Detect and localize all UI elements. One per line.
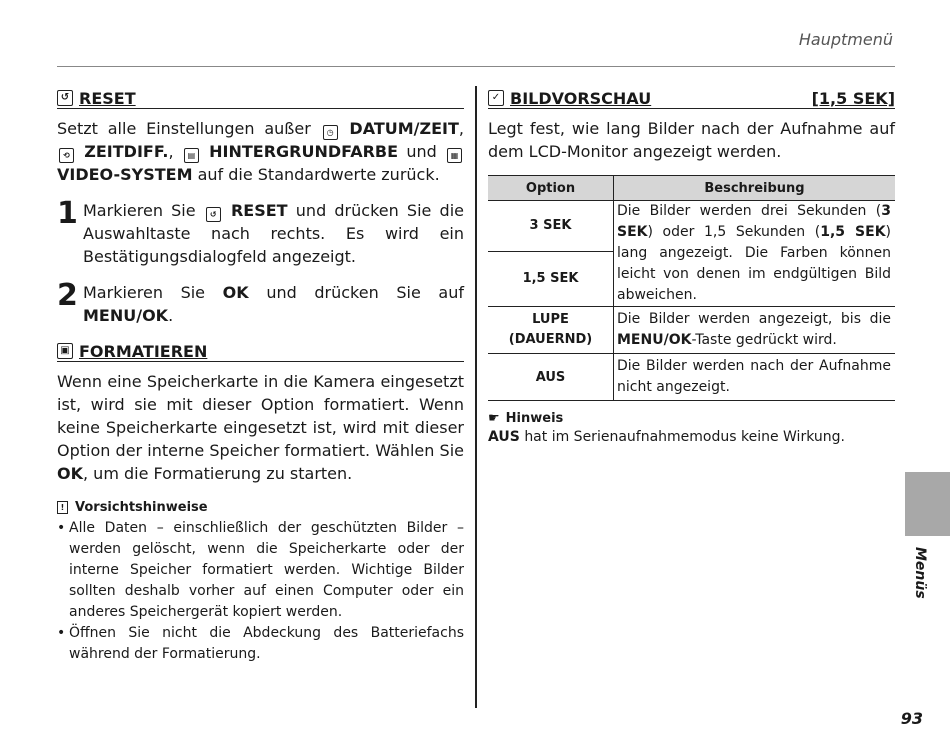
pointing-hand-icon: ☛ xyxy=(488,411,500,426)
menu-ok-label: MENU/OK xyxy=(83,306,169,325)
column-header-option: Option xyxy=(488,176,614,201)
option-cell: LUPE (DAUERND) xyxy=(488,307,614,354)
preview-heading xyxy=(488,88,895,109)
column-header-description: Beschreibung xyxy=(614,176,896,201)
text: Wenn eine Speicherkarte in die Kamera eingesetzt ist, wird sie mit dieser Option formatiert. Wenn keine Speicherkarte eingesetzt ist, wird mit dieser Option der interne Speicher formatiert. Wählen Sie xyxy=(57,372,464,460)
text: und xyxy=(406,142,437,161)
reset-icon: ↺ xyxy=(206,207,221,222)
time-difference-icon: ⟲ xyxy=(59,148,74,163)
reset-heading xyxy=(57,88,464,109)
zeitdiff-label: ZEITDIFF. xyxy=(84,142,169,161)
step-number: 2 xyxy=(57,278,78,313)
option-cell: 1,5 SEK xyxy=(488,251,614,306)
running-header: Hauptmenü xyxy=(798,30,893,49)
caution-list xyxy=(57,518,464,665)
table-header-row xyxy=(488,176,895,201)
hint-title: Hinweis xyxy=(505,411,564,426)
left-column xyxy=(57,88,464,665)
list-item: • Öffnen Sie nicht die Abdeckung des Batteriefachs während der Formatierung. xyxy=(57,623,464,665)
table-row xyxy=(488,307,895,354)
options-table xyxy=(488,175,895,401)
caution-title: Vorsichtshinweise xyxy=(75,500,208,515)
text: auf die Standardwerte zurück. xyxy=(197,165,440,184)
right-column xyxy=(488,88,895,448)
description-cell: Die Bilder werden nach der Aufnahme nicht angezeigt. xyxy=(614,354,896,401)
step-text xyxy=(83,281,464,327)
text: und drücken Sie die Auswahltaste nach rechts. Es wird ein Bestätigungsdialogfeld angezeigt. xyxy=(83,201,465,266)
hint-text xyxy=(488,427,895,448)
menu-ok-label: MENU/OK xyxy=(617,332,692,348)
video-system-icon: ▦ xyxy=(447,148,462,163)
list-item: • Alle Daten – einschließlich der geschützten Bilder – werden gelöscht, wenn die Speicherkarte oder der interne Speicher formatiert werden. Wichtige Bilder sollten deshalb vorher auf einen Computer oder ein anderes Speichergerät kopiert werden. xyxy=(57,518,464,623)
preview-title: BILDVORSCHAU xyxy=(510,88,652,108)
text: Die Bilder werden drei Sekunden ( xyxy=(617,203,882,219)
reset-icon: ↺ xyxy=(57,90,73,106)
page-number: 93 xyxy=(900,709,923,728)
hint-heading xyxy=(488,411,895,426)
format-body xyxy=(57,370,464,485)
text: -Taste gedrückt wird. xyxy=(691,332,837,348)
hintergrundfarbe-label: HINTERGRUNDFARBE xyxy=(209,142,399,161)
aus-label: AUS xyxy=(488,429,520,445)
text: Markieren Sie xyxy=(83,283,206,302)
step-1 xyxy=(57,196,465,268)
preview-default: [1,5 SEK] xyxy=(811,88,895,108)
video-system-label: VIDEO-SYSTEM xyxy=(57,165,193,184)
header-rule xyxy=(57,66,895,67)
step-number: 1 xyxy=(57,196,78,231)
3-sek-label: 3 SEK xyxy=(617,203,891,240)
caution-heading xyxy=(57,500,464,515)
option-cell: AUS xyxy=(488,354,614,401)
step-2 xyxy=(57,278,465,327)
description-cell xyxy=(614,307,896,354)
text: . xyxy=(168,306,174,325)
format-title: FORMATIEREN xyxy=(79,341,208,361)
table-row xyxy=(488,201,895,252)
format-icon: ▣ xyxy=(57,343,73,359)
1-5-sek-label: 1,5 SEK xyxy=(820,224,886,240)
datum-zeit-label: DATUM/ZEIT xyxy=(349,119,459,138)
caution-icon: ! xyxy=(57,501,68,514)
description-cell xyxy=(614,201,896,307)
reset-label: RESET xyxy=(230,201,288,220)
reset-intro xyxy=(57,117,464,186)
text: , xyxy=(458,119,465,138)
text: und drücken Sie auf xyxy=(266,283,465,302)
clock-icon: ◷ xyxy=(323,125,338,140)
text: , xyxy=(168,142,174,161)
format-heading xyxy=(57,341,464,362)
column-divider xyxy=(475,86,477,708)
text: Setzt alle Einstellungen außer xyxy=(57,119,311,138)
reset-title: RESET xyxy=(79,88,136,108)
ok-label: OK xyxy=(57,464,83,483)
preview-intro: Legt fest, wie lang Bilder nach der Aufnahme auf dem LCD-Monitor angezeigt werden. xyxy=(488,119,895,161)
text: ) oder 1,5 Sekunden ( xyxy=(647,224,821,240)
text: Die Bilder werden angezeigt, bis die xyxy=(617,311,891,327)
section-tab xyxy=(905,472,950,536)
image-preview-icon: ✓ xyxy=(488,90,504,106)
text: ) lang angezeigt. Die Farben können leicht von denen im endgültigen Bild abweichen. xyxy=(617,224,892,303)
section-label-text: Menüs xyxy=(912,547,928,599)
text: Markieren Sie xyxy=(83,201,196,220)
background-color-icon: ▤ xyxy=(184,148,199,163)
text: , um die Formatierung zu starten. xyxy=(83,464,353,483)
ok-label: OK xyxy=(222,283,249,302)
text: hat im Serienaufnahmemodus keine Wirkung. xyxy=(524,429,845,445)
option-cell: 3 SEK xyxy=(488,201,614,252)
table-row xyxy=(488,354,895,401)
step-text xyxy=(83,199,464,268)
